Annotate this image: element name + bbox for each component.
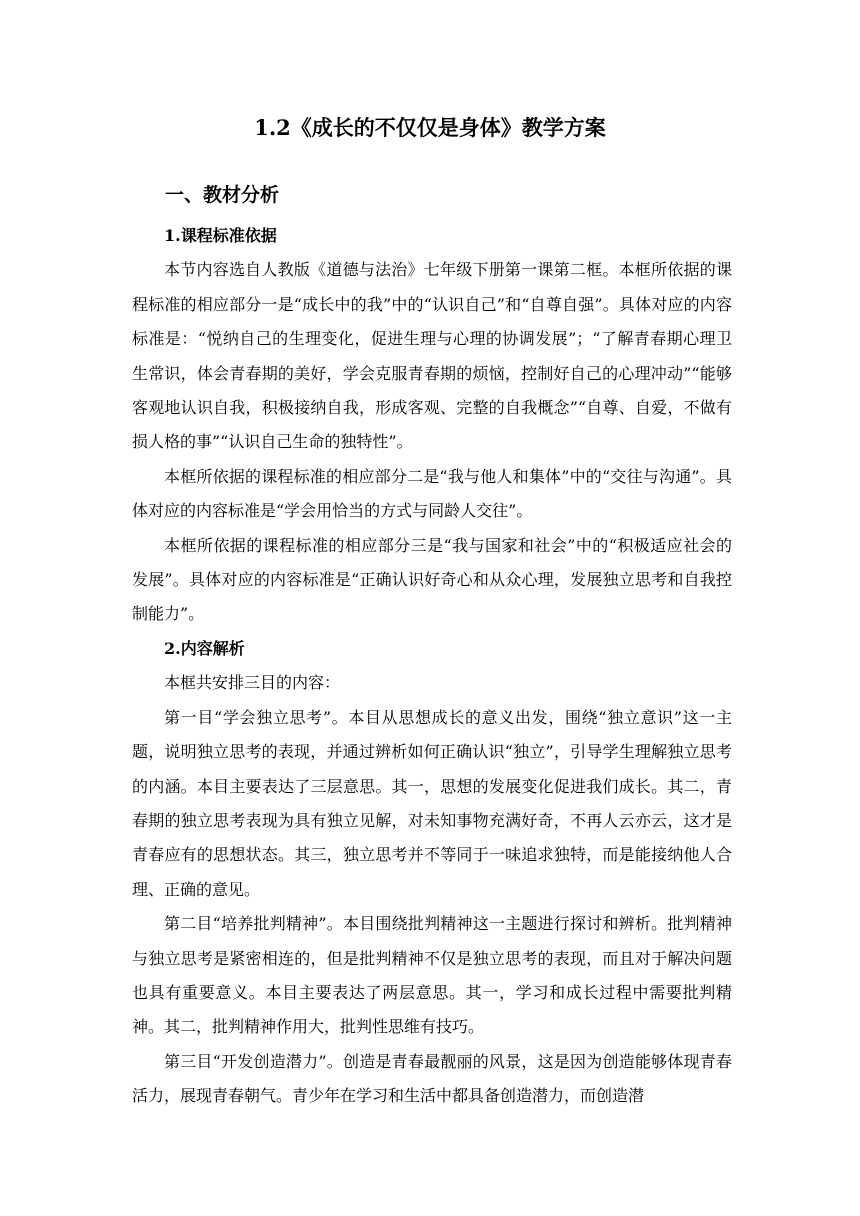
document-body <box>132 219 732 1114</box>
paragraph: 本框共安排三目的内容： <box>164 673 341 693</box>
paragraph: 本框所依据的课程标准的相应部分三是“我与国家和社会”中的“积极适应社会的发展”。具体对应的内容标准是“正确认识好奇心和从众心理，发展独立思考和自我控制能力”。 <box>132 535 732 624</box>
section-heading-textbook-analysis: 一、教材分析 <box>165 184 280 206</box>
paragraph: 本节内容选自人教版《道德与法治》七年级下册第一课第二框。本框所依据的课程标准的相应部分一是“成长中的我”中的“认识自己”和“自尊自强”。具体对应的内容标准是：“悦纳自己的生理变化，促进生理与心理的协调发展”；“了解青春期心理卫生常识，体会青春期的美好，学会克服青春期的烦恼，控制好自己的心理冲动”“能够客观地认识自我，积极接纳自我，形成客观、完整的自我概念”“自尊、自爱，不做有损人格的事”“认识自己生命的独特性”。 <box>132 260 732 452</box>
paragraph: 第三目“开发创造潜力”。创造是青春最靓丽的风景，这是因为创造能够体现青春活力，展现青春朝气。青少年在学习和生活中都具备创造潜力，而创造潜 <box>132 1051 732 1106</box>
paragraph: 第一目“学会独立思考”。本目从思想成长的意义出发，围绕“独立意识”这一主题，说明独立思考的表现，并通过辨析如何正确认识“独立”，引导学生理解独立思考的内涵。本目主要表达了三层意思。其一，思想的发展变化促进我们成长。其二，青春期的独立思考表现为具有独立见解，对未知事物充满好奇，不再人云亦云，这才是青春应有的思想状态。其三，独立思考并不等同于一味追求独特，而是能接纳他人合理、正确的意见。 <box>132 707 732 899</box>
document-title: 1.2《成长的不仅仅是身体》教学方案 <box>254 115 606 140</box>
paragraph: 本框所依据的课程标准的相应部分二是“我与他人和集体”中的“交往与沟通”。具体对应的内容标准是“学会用恰当的方式与同龄人交往”。 <box>132 466 732 521</box>
subsection-heading-content-analysis: 2.内容解析 <box>164 638 245 658</box>
paragraph: 第二目“培养批判精神”。本目围绕批判精神这一主题进行探讨和辨析。批判精神与独立思考是紧密相连的，但是批判精神不仅是独立思考的表现，而且对于解决问题也具有重要意义。本目主要表达了两层意思。其一，学习和成长过程中需要批判精神。其二，批判精神作用大，批判性思维有技巧。 <box>132 914 732 1037</box>
subsection-heading-curriculum-basis: 1.课程标准依据 <box>164 226 277 245</box>
